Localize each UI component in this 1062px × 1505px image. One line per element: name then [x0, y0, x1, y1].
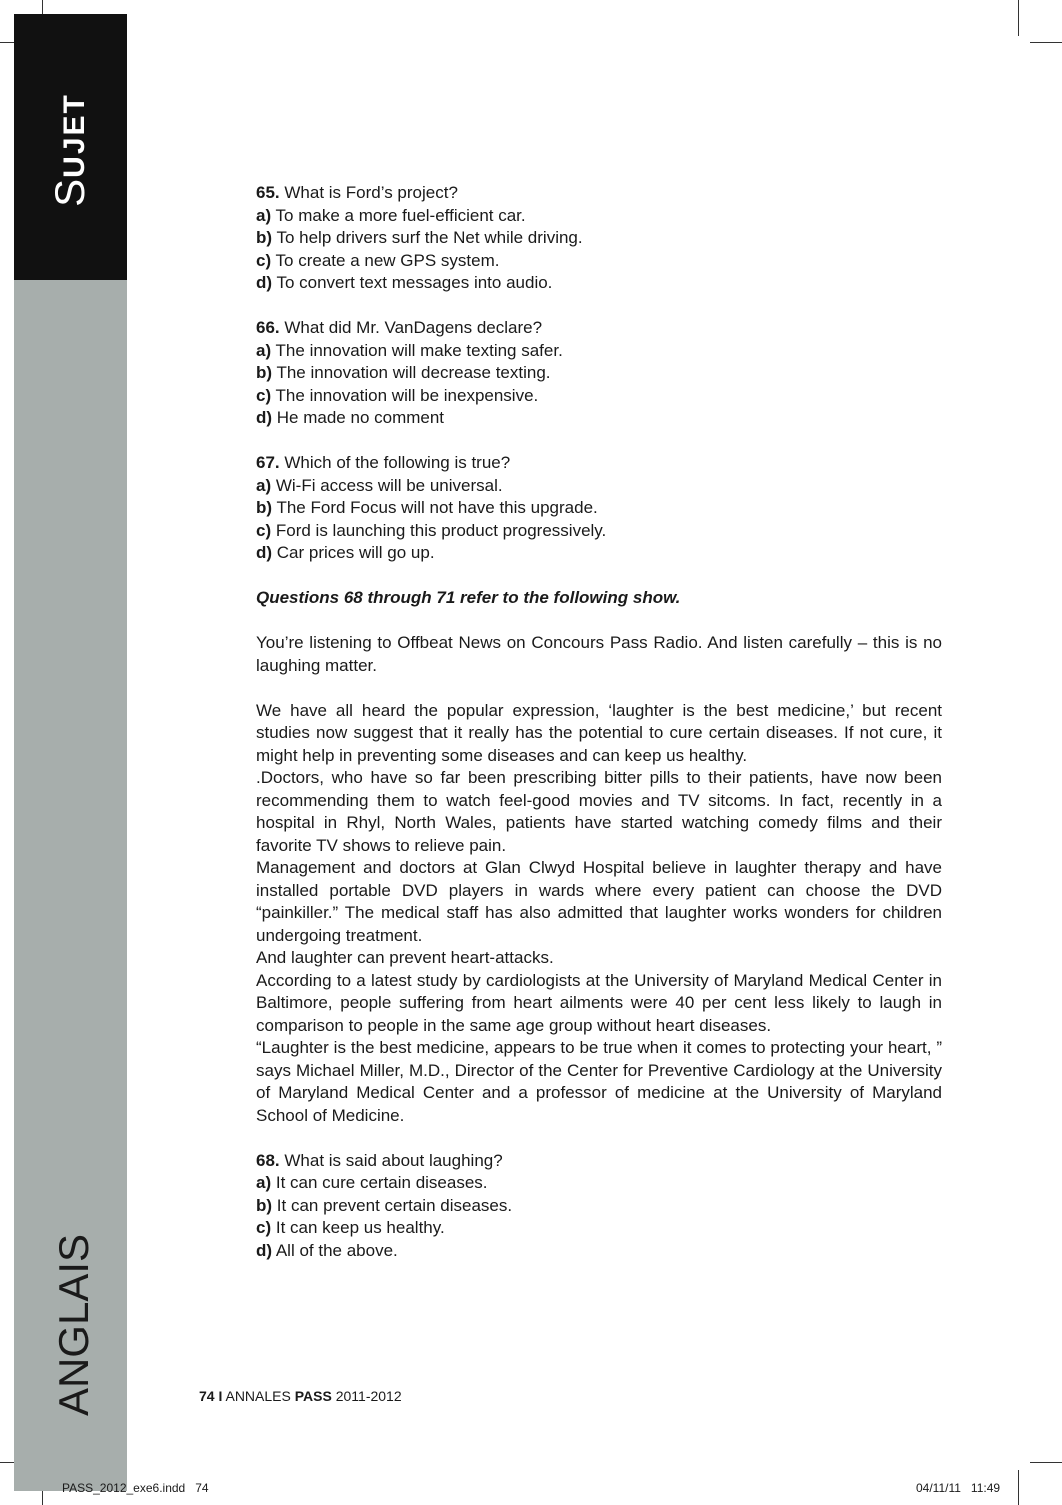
section-heading: Questions 68 through 71 refer to the following show. — [256, 588, 681, 607]
question-block — [256, 1150, 942, 1263]
option-letter: d) — [256, 1240, 273, 1260]
option-letter: a) — [256, 1173, 272, 1192]
question-stem — [256, 317, 942, 340]
option-text: He made no comment — [276, 408, 445, 427]
crop-mark — [1030, 42, 1062, 43]
article-paragraph: And laughter can prevent heart-attacks. — [256, 948, 554, 967]
question-text: What did Mr. VanDagens declare? — [284, 318, 543, 337]
brand-name: PASS — [294, 1388, 332, 1404]
answer-option — [256, 1195, 942, 1218]
option-letter: c) — [256, 520, 272, 540]
answer-option — [256, 272, 942, 295]
option-letter: b) — [256, 498, 273, 517]
page-number: 74 — [199, 1388, 215, 1404]
answer-option — [256, 250, 942, 273]
option-text: To create a new GPS system. — [275, 250, 500, 270]
article-paragraph: .Doctors, who have so far been prescribing bitter pills to their patients, have now been recommending them to watch feel-good movies and TV sitcoms. In fact, recently in a hospital in Rhyl, North Wales, patients have started watching comedy films and their favorite TV shows to relieve pain. — [256, 768, 942, 855]
option-letter: a) — [256, 340, 272, 360]
option-text: Wi-Fi access will be universal. — [275, 475, 503, 495]
question-block — [256, 452, 942, 565]
question-group-b — [256, 1150, 942, 1263]
crop-mark — [1018, 1470, 1019, 1505]
publication-year: 2011-2012 — [335, 1388, 402, 1404]
question-text: Which of the following is true? — [284, 453, 511, 472]
question-text: What is said about laughing? — [284, 1150, 503, 1170]
option-letter: c) — [256, 385, 272, 405]
question-group-a — [256, 182, 942, 565]
slug-filename: PASS_2012_exe6.indd 74 — [62, 1481, 209, 1495]
question-block — [256, 317, 942, 430]
answer-option — [256, 385, 942, 408]
answer-option — [256, 362, 942, 385]
article-paragraph: Management and doctors at Glan Clwyd Hospital believe in laughter therapy and have installed portable DVD players in wards where every patient can choose the DVD “painkiller.” The medical staff has also admitted that laughter works wonders for children undergoing treatment. — [256, 858, 942, 945]
option-letter: b) — [256, 1195, 273, 1215]
option-letter: d) — [256, 273, 273, 292]
option-text: To help drivers surf the Net while driving. — [276, 228, 583, 247]
answer-option — [256, 542, 942, 565]
option-text: The innovation will be inexpensive. — [275, 385, 539, 405]
option-text: The innovation will make texting safer. — [275, 340, 563, 360]
main-content — [256, 182, 942, 1285]
option-text: The innovation will decrease texting. — [276, 363, 551, 382]
crop-mark — [1030, 1462, 1062, 1463]
question-number: 65. — [256, 183, 280, 202]
question-text: What is Ford’s project? — [284, 183, 458, 202]
option-letter: b) — [256, 363, 273, 382]
option-letter: c) — [256, 1218, 272, 1237]
question-block — [256, 182, 942, 295]
article-paragraph: “Laughter is the best medicine, appears to be true when it comes to protecting your heart, ” says Michael Miller, M.D., Director of the Center for Preventive Cardiology at the University of Maryland Medical Center and a professor of medicine at the University of Maryland School of Medicine. — [256, 1038, 942, 1125]
answer-option — [256, 497, 942, 520]
subject-label-anglais: ANGLAIS — [50, 1233, 97, 1417]
answer-option — [256, 1217, 942, 1240]
section-label-sujet: SUJET — [46, 93, 93, 207]
question-number: 68. — [256, 1150, 280, 1170]
option-letter: d) — [256, 543, 273, 562]
option-text: Car prices will go up. — [276, 543, 435, 562]
question-number: 66. — [256, 318, 280, 337]
question-stem — [256, 182, 942, 205]
publication-name: ANNALES — [225, 1388, 291, 1404]
crop-mark — [1018, 0, 1019, 36]
page-footer — [199, 1388, 402, 1404]
question-number: 67. — [256, 453, 280, 472]
question-stem — [256, 452, 942, 475]
article-paragraph: According to a latest study by cardiologists at the University of Maryland Medical Center in Baltimore, people suffering from heart ailments were 40 per cent less likely to laugh in comparison to people in the same age group without heart diseases. — [256, 970, 942, 1035]
article-paragraph: We have all heard the popular expression, ‘laughter is the best medicine,’ but recent studies now suggest that it really has the potential to cure certain diseases. If not cure, it might help in preventing some diseases and can keep us healthy. — [256, 700, 942, 765]
option-letter: b) — [256, 228, 273, 247]
answer-option — [256, 227, 942, 250]
slug-datetime: 04/11/11 11:49 — [916, 1481, 1001, 1495]
option-letter: a) — [256, 205, 272, 225]
footer-separator: I — [218, 1388, 223, 1404]
answer-option — [256, 475, 942, 498]
option-letter: d) — [256, 408, 273, 427]
answer-option — [256, 407, 942, 430]
option-letter: a) — [256, 475, 272, 495]
option-text: All of the above. — [275, 1240, 398, 1260]
answer-option — [256, 340, 942, 363]
option-text: It can keep us healthy. — [275, 1218, 445, 1237]
answer-option — [256, 205, 942, 228]
answer-option — [256, 1240, 942, 1263]
answer-option — [256, 520, 942, 543]
option-text: To convert text messages into audio. — [276, 273, 553, 292]
option-text: The Ford Focus will not have this upgrade. — [276, 498, 598, 517]
answer-option — [256, 1172, 942, 1195]
option-text: To make a more fuel-efficient car. — [275, 205, 526, 225]
option-text: It can prevent certain diseases. — [276, 1195, 513, 1215]
option-letter: c) — [256, 250, 272, 270]
intro-paragraph: You’re listening to Offbeat News on Concours Pass Radio. And listen carefully – this is no laughing matter. — [256, 633, 942, 675]
option-text: It can cure certain diseases. — [275, 1173, 488, 1192]
question-stem — [256, 1150, 942, 1173]
option-text: Ford is launching this product progressively. — [275, 520, 607, 540]
